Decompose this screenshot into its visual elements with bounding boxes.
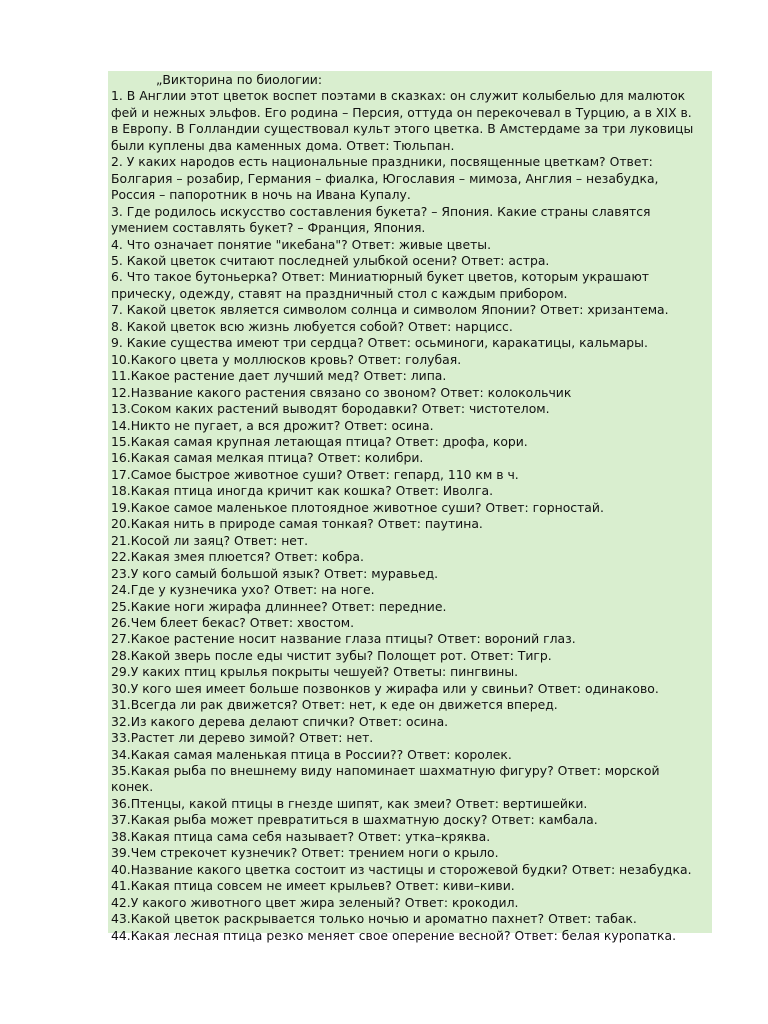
text-line: 9. Какие существа имеют три сердца? Ответ: осьминоги, каракатицы, кальмары.: [111, 335, 648, 351]
text-line: 12.Название какого растения связано со звоном? Ответ: колокольчик: [111, 384, 572, 400]
text-line: 28.Какой зверь после еды чистит зубы? Полощет рот. Ответ: Тигр.: [111, 647, 552, 663]
text-line: 17.Самое быстрое животное суши? Ответ: гепард, 110 км в ч.: [111, 466, 519, 482]
text-line: 26.Чем блеет бекас? Ответ: хвостом.: [111, 614, 355, 630]
text-line: 31.Всегда ли рак движется? Ответ: нет, к еде он движется вперед.: [111, 697, 558, 713]
text-line: 35.Какая рыба по внешнему виду напоминает шахматную фигуру? Ответ: морской: [111, 763, 660, 779]
text-line: 18.Какая птица иногда кричит как кошка? Ответ: Иволга.: [111, 483, 494, 499]
text-line: 37.Какая рыба может превратиться в шахматную доску? Ответ: камбала.: [111, 812, 598, 828]
text-line: 33.Растет ли дерево зимой? Ответ: нет.: [111, 730, 374, 746]
text-line: 42.У какого животного цвет жира зеленый? Ответ: крокодил.: [111, 894, 519, 910]
text-line: 30.У кого шея имеет больше позвонков у жирафа или у свиньи? Ответ: одинаково.: [111, 680, 659, 696]
text-line: 4. Что означает понятие "икебана"? Ответ: живые цветы.: [111, 236, 492, 252]
text-line: 8. Какой цветок всю жизнь любуется собой? Ответ: нарцисс.: [111, 318, 513, 334]
text-line: 34.Какая самая маленькая птица в России?? Ответ: королек.: [111, 746, 512, 762]
text-line: прическу, одежду, ставят на праздничный стол с каждым прибором.: [111, 285, 568, 301]
text-line: 27.Какое растение носит название глаза птицы? Ответ: вороний глаз.: [111, 631, 576, 647]
text-line: 19.Какое самое маленькое плотоядное животное суши? Ответ: горностай.: [111, 499, 604, 515]
text-line: 13.Соком каких растений выводят бородавки? Ответ: чистотелом.: [111, 401, 550, 417]
text-line: 14.Никто не пугает, а вся дрожит? Ответ: осина.: [111, 417, 434, 433]
text-line: были куплены два каменных дома. Ответ: Тюльпан.: [111, 137, 455, 153]
text-line: 15.Какая самая крупная летающая птица? Ответ: дрофа, кори.: [111, 433, 528, 449]
text-line: Болгария – розабир, Германия – фиалка, Югославия – мимоза, Англия – незабудка,: [111, 170, 659, 186]
text-line: 39.Чем стрекочет кузнечик? Ответ: трением ноги о крыло.: [111, 845, 499, 861]
text-line: в Европу. В Голландии существовал культ этого цветка. В Амстердаме за три луковицы: [111, 121, 694, 137]
text-line: 38.Какая птица сама себя называет? Ответ: утка–кряква.: [111, 828, 491, 844]
text-line: 3. Где родилось искусство составления букета? – Япония. Какие страны славятся: [111, 203, 651, 219]
text-line: 20.Какая нить в природе самая тонкая? Ответ: паутина.: [111, 516, 483, 532]
text-line: Россия – папоротник в ночь на Ивана Купалу.: [111, 187, 411, 203]
text-line: умением составлять букет? – Франция, Япония.: [111, 220, 426, 236]
text-line: 7. Какой цветок является символом солнца и символом Японии? Ответ: хризантема.: [111, 302, 669, 318]
text-line: конек.: [111, 779, 154, 795]
text-line: 23.У кого самый большой язык? Ответ: муравьед.: [111, 565, 439, 581]
text-line: 11.Какое растение дает лучший мед? Ответ: липа.: [111, 368, 447, 384]
text-line: 2. У каких народов есть национальные праздники, посвященные цветкам? Ответ:: [111, 154, 653, 170]
text-line: 25.Какие ноги жирафа длиннее? Ответ: передние.: [111, 598, 447, 614]
text-line: 32.Из какого дерева делают спички? Ответ: осина.: [111, 713, 449, 729]
text-line: 43.Какой цветок раскрывается только ночью и ароматно пахнет? Ответ: табак.: [111, 911, 637, 927]
text-line: 44.Какая лесная птица резко меняет свое оперение весной? Ответ: белая куропатка.: [111, 927, 677, 943]
text-line: 40.Название какого цветка состоит из частицы и сторожевой будки? Ответ: незабудка.: [111, 861, 692, 877]
text-line: 22.Какая змея плюется? Ответ: кобра.: [111, 549, 364, 565]
text-line: 36.Птенцы, какой птицы в гнезде шипят, как змеи? Ответ: вертишейки.: [111, 795, 588, 811]
text-line: 10.Какого цвета у моллюсков кровь? Ответ: голубая.: [111, 351, 462, 367]
text-line: 41.Какая птица совсем не имеет крыльев? Ответ: киви–киви.: [111, 878, 515, 894]
text-line: 29.У каких птиц крылья покрыты чешуей? Ответы: пингвины.: [111, 664, 519, 680]
text-line: 1. В Англии этот цветок воспет поэтами в сказках: он служит колыбелью для малюток: [111, 88, 686, 104]
text-line: 6. Что такое бутоньерка? Ответ: Миниатюрный букет цветов, которым украшают: [111, 269, 650, 285]
document-title: „Викторина по биологии:: [156, 72, 322, 87]
quiz-text-body: [111, 88, 709, 944]
text-line: 24.Где у кузнечика ухо? Ответ: на ноге.: [111, 582, 375, 598]
quiz-document: [108, 71, 712, 943]
text-line: 21.Косой ли заяц? Ответ: нет.: [111, 532, 309, 548]
text-line: фей и нежных эльфов. Его родина – Персия, оттуда он перекочевал в Турцию, а в XIX в.: [111, 104, 692, 120]
text-line: 5. Какой цветок считают последней улыбкой осени? Ответ: астра.: [111, 252, 550, 268]
text-line: 16.Какая самая мелкая птица? Ответ: колибри.: [111, 450, 424, 466]
